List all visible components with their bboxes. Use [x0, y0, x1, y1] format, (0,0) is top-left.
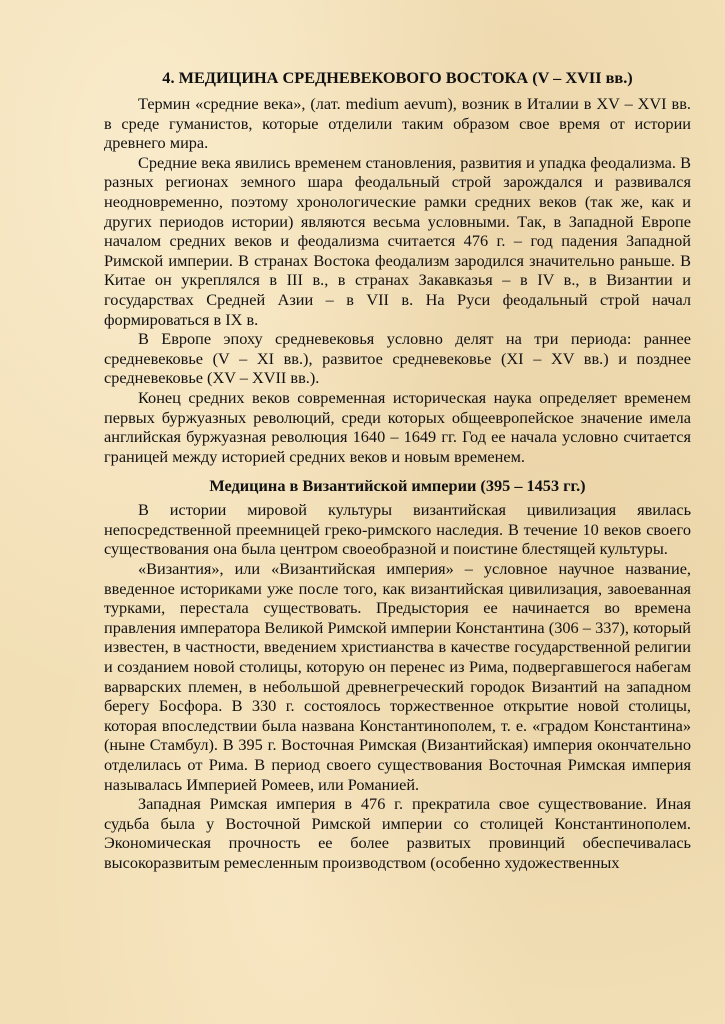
document-page — [104, 68, 691, 873]
paragraph: Средние века явились временем становления, развития и упадка феодализма. В разных регионах земного шара феодальный строй зарождался и развивался неодновременно, поэтому хронологические рамки средних веков (так же, как и других периодов истории) являются весьма условными. Так, в Западной Европе началом средних веков и феодализма считается 476 г. – год падения Западной Римской империи. В странах Востока феодализм зародился значительно раньше. В Китае он укреплялся в III в., в странах Закавказья – в IV в., в Византии и государствах Средней Азии – в VII в. На Руси феодальный строй начал формироваться в IX в. — [104, 152, 691, 329]
chapter-title: 4. МЕДИЦИНА СРЕДНЕВЕКОВОГО ВОСТОКА (V – XVII вв.) — [162, 68, 633, 87]
paragraph: Конец средних веков современная историческая наука определяет временем первых буржуазных революций, среди которых общеевропейское значение имела английская буржуазная революция 1640 – 1649 гг. Год ее начала условно считается границей между историей средних веков и новым временем. — [104, 387, 691, 466]
paragraph: Западная Римская империя в 476 г. прекратила свое существование. Иная судьба была у Восточной Римской империи со столицей Константинополем. Экономическая прочность ее более развитых провинций обеспечивалась высокоразвитым ремесленным производством (особенно художественных — [104, 794, 691, 872]
paragraph: «Византия», или «Византийская империя» – условное научное название, введенное историками уже после того, как византийская цивилизация, завоеванная турками, перестала существовать. Предыстория ее начинается во времена правления императора Великой Римской империи Константина (306 – 337), который известен, в частности, введением христианства в качестве государственной религии и созданием новой столицы, которую он перенес из Рима, подвергавшегося набегам варварских племен, в небольшой древнегреческий городок Византий на западном берегу Босфора. В 330 г. состоялось торжественное открытие новой столицы, которая впоследствии была названа Константинополем, т. е. «градом Константина» (ныне Стамбул). В 395 г. Восточная Римская (Византийская) империя окончательно отделилась от Рима. В период своего существования Восточная Римская империя называлась Империей Ромеев, или Романией. — [104, 559, 691, 794]
paragraph: В Европе эпоху средневековья условно делят на три периода: раннее средневековье (V – XI вв.), развитое средневековье (XI – XV вв.) и позднее средневековье (XV – XVII вв.). — [104, 329, 691, 388]
section-subtitle: Медицина в Византийской империи (395 – 1453 гг.) — [209, 476, 586, 496]
paragraph: В истории мировой культуры византийская цивилизация явилась непосредственной преемницей греко-римского наследия. В течение 10 веков своего существования она была центром своеобразной и поистине блестящей культуры. — [104, 500, 691, 559]
paragraph: Термин «средние века», (лат. medium aevum), возник в Италии в XV – XVI вв. в среде гуманистов, которые отделили таким образом свое время от истории древнего мира. — [104, 94, 691, 153]
